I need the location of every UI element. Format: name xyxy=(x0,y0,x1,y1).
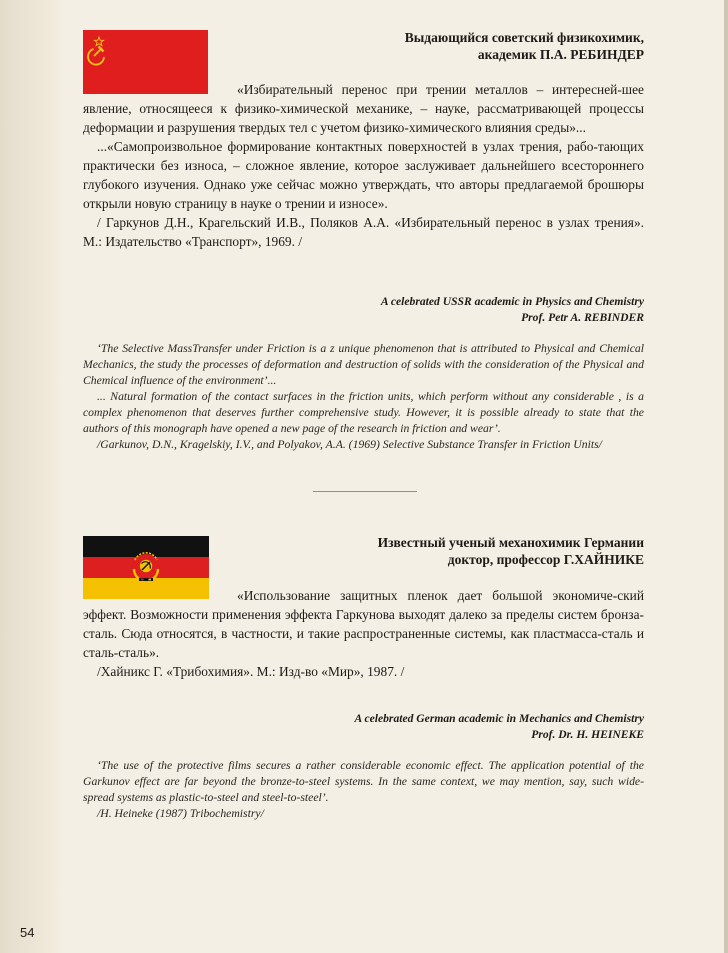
quote-paragraph: «Использование защитных пленок дает большой экономиче-ский эффект. Возможности применения эффекта Гаркунова выходят далеко за пределы систем бронза-сталь. Сюда относятся, в частности, и такие распространенные системы, как пластмасса-сталь и сталь-сталь». xyxy=(83,588,644,660)
quote-paragraph: «Избирательный перенос при трении металлов – интересней-шее явление, относящееся к физико-химической механике, – науке, рассматривающей процессы деформации и разрушения твердых тел с учетом физико-химического влияния среды»... xyxy=(83,82,644,135)
russian-quote-rebinder xyxy=(83,80,644,251)
section-heading-rebinder xyxy=(405,29,644,63)
english-heading-heineke xyxy=(354,711,644,743)
heading-line: Выдающийся советский физикохимик, xyxy=(404,30,644,45)
page-number: 54 xyxy=(20,925,35,940)
english-quote-rebinder xyxy=(83,341,644,453)
quote-paragraph: ...«Самопроизвольное формирование контактных поверхностей в узлах трения, рабо-тающих практически без износа, – сложное явление, которое заслуживает дальнейшего всестороннего глубокого изучения. Однако уже сейчас можно утверждать, что авторы предлагаемой брошюры открыли новую страницу в науке о трении и износе». xyxy=(83,139,644,211)
heading-line: A celebrated USSR academic in Physics and Chemistry xyxy=(380,295,644,308)
heading-name-line: доктор, профессор Г.ХАЙНИКЕ xyxy=(447,552,644,567)
citation: /Хайникс Г. «Трибохимия». М.: Изд-во «Мир», 1987. / xyxy=(97,664,405,679)
citation: /Garkunov, D.N., Kragelskiy, I.V., and Polyakov, A.A. (1969) Selective Substance Transfer in Friction Units/ xyxy=(97,438,602,451)
heading-name-line: Prof. Dr. H. HEINEKE xyxy=(531,728,644,741)
russian-quote-heineke xyxy=(83,586,644,681)
section-divider xyxy=(313,491,417,492)
quote-paragraph: ... Natural formation of the contact surfaces in the friction units, which perform without any considerable , is a complex phenomenon that deserves further comprehensive study. However, it is possible already to state that the authors of this monograph have opened a new page of the research in friction and wear’. xyxy=(83,390,644,435)
heading-line: A celebrated German academic in Mechanics and Chemistry xyxy=(354,712,644,725)
heading-line: Известный ученый механохимик Германии xyxy=(377,535,644,550)
quote-paragraph: ‘The use of the protective films secures a rather considerable economic effect. The application potential of the Garkunov effect are far beyond the bronze-to-steel systems. In the same context, we may mention, say, such wide-spread systems as plastic-to-steel and steel-to-steel’. xyxy=(83,759,644,804)
english-quote-heineke xyxy=(83,758,644,822)
quote-paragraph: ‘The Selective MassTransfer under Friction is a z unique phenomenon that is attributed to Physical and Chemical Mechanics, the study the processes of deformation and destruction of solids with the consideration of the Physical and Chemical influence of the environment’... xyxy=(83,342,644,387)
citation: /H. Heineke (1987) Tribochemistry/ xyxy=(97,807,264,820)
english-heading-rebinder xyxy=(381,294,644,326)
page-edge xyxy=(724,0,728,953)
heading-name-line: Prof. Petr A. REBINDER xyxy=(521,311,644,324)
heading-name-line: академик П.А. РЕБИНДЕР xyxy=(477,47,644,62)
binding-gutter xyxy=(0,0,64,953)
section-heading-heineke xyxy=(378,534,644,568)
citation: / Гаркунов Д.Н., Крагельский И.В., Поляков А.А. «Избирательный перенос в узлах трения». М.: Издательство «Транспорт», 1969. / xyxy=(83,215,644,249)
